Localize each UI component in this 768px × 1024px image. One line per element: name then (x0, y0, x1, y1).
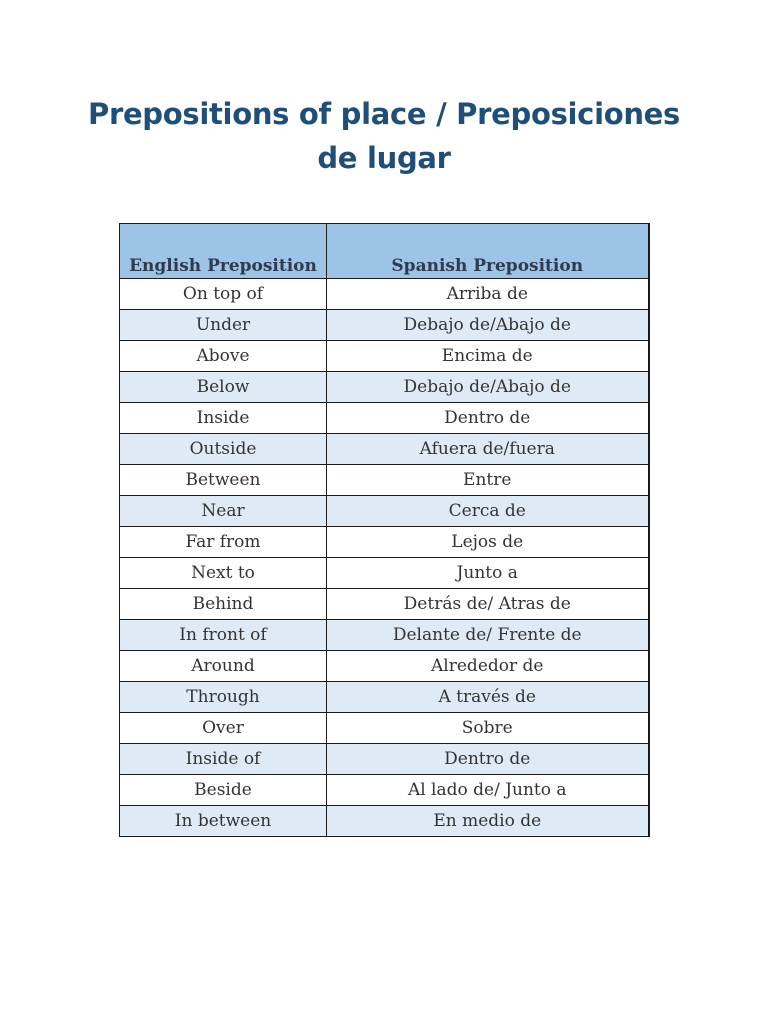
table-row (120, 372, 649, 403)
spanish-cell: Cerca de (327, 496, 649, 527)
title-line-2: de lugar (317, 141, 451, 175)
table-row (120, 558, 649, 589)
header-spanish: Spanish Preposition (327, 224, 649, 279)
spanish-cell: Debajo de/Abajo de (327, 372, 649, 403)
header-english: English Preposition (120, 224, 327, 279)
english-cell: Under (120, 310, 327, 341)
prepositions-table (119, 223, 650, 837)
english-cell: In front of (120, 620, 327, 651)
table-header-row (120, 224, 649, 279)
table-row (120, 279, 649, 310)
english-cell: Over (120, 713, 327, 744)
english-cell: Outside (120, 434, 327, 465)
spanish-cell: A través de (327, 682, 649, 713)
table-row (120, 682, 649, 713)
table-row (120, 589, 649, 620)
spanish-cell: Dentro de (327, 744, 649, 775)
english-cell: Below (120, 372, 327, 403)
spanish-cell: Entre (327, 465, 649, 496)
spanish-cell: Dentro de (327, 403, 649, 434)
english-cell: Beside (120, 775, 327, 806)
english-cell: Around (120, 651, 327, 682)
english-cell: Between (120, 465, 327, 496)
table-row (120, 775, 649, 806)
spanish-cell: Junto a (327, 558, 649, 589)
prepositions-table-container (119, 223, 648, 837)
spanish-cell: Afuera de/fuera (327, 434, 649, 465)
table-row (120, 434, 649, 465)
table-row (120, 310, 649, 341)
table-row (120, 620, 649, 651)
spanish-cell: Alrededor de (327, 651, 649, 682)
spanish-cell: Debajo de/Abajo de (327, 310, 649, 341)
table-row (120, 341, 649, 372)
spanish-cell: Al lado de/ Junto a (327, 775, 649, 806)
english-cell: Far from (120, 527, 327, 558)
table-row (120, 527, 649, 558)
english-cell: Through (120, 682, 327, 713)
table-row (120, 744, 649, 775)
spanish-cell: Arriba de (327, 279, 649, 310)
table-row (120, 403, 649, 434)
spanish-cell: Encima de (327, 341, 649, 372)
english-cell: Near (120, 496, 327, 527)
table-row (120, 806, 649, 837)
english-cell: Behind (120, 589, 327, 620)
title-line-1: Prepositions of place / Preposiciones (87, 97, 681, 131)
spanish-cell: Detrás de/ Atras de (327, 589, 649, 620)
table-row (120, 465, 649, 496)
page-title (60, 92, 708, 180)
spanish-cell: Sobre (327, 713, 649, 744)
spanish-cell: Delante de/ Frente de (327, 620, 649, 651)
spanish-cell: Lejos de (327, 527, 649, 558)
english-cell: Inside of (120, 744, 327, 775)
table-row (120, 496, 649, 527)
english-cell: Next to (120, 558, 327, 589)
spanish-cell: En medio de (327, 806, 649, 837)
english-cell: Above (120, 341, 327, 372)
english-cell: On top of (120, 279, 327, 310)
table-row (120, 713, 649, 744)
english-cell: Inside (120, 403, 327, 434)
english-cell: In between (120, 806, 327, 837)
table-row (120, 651, 649, 682)
